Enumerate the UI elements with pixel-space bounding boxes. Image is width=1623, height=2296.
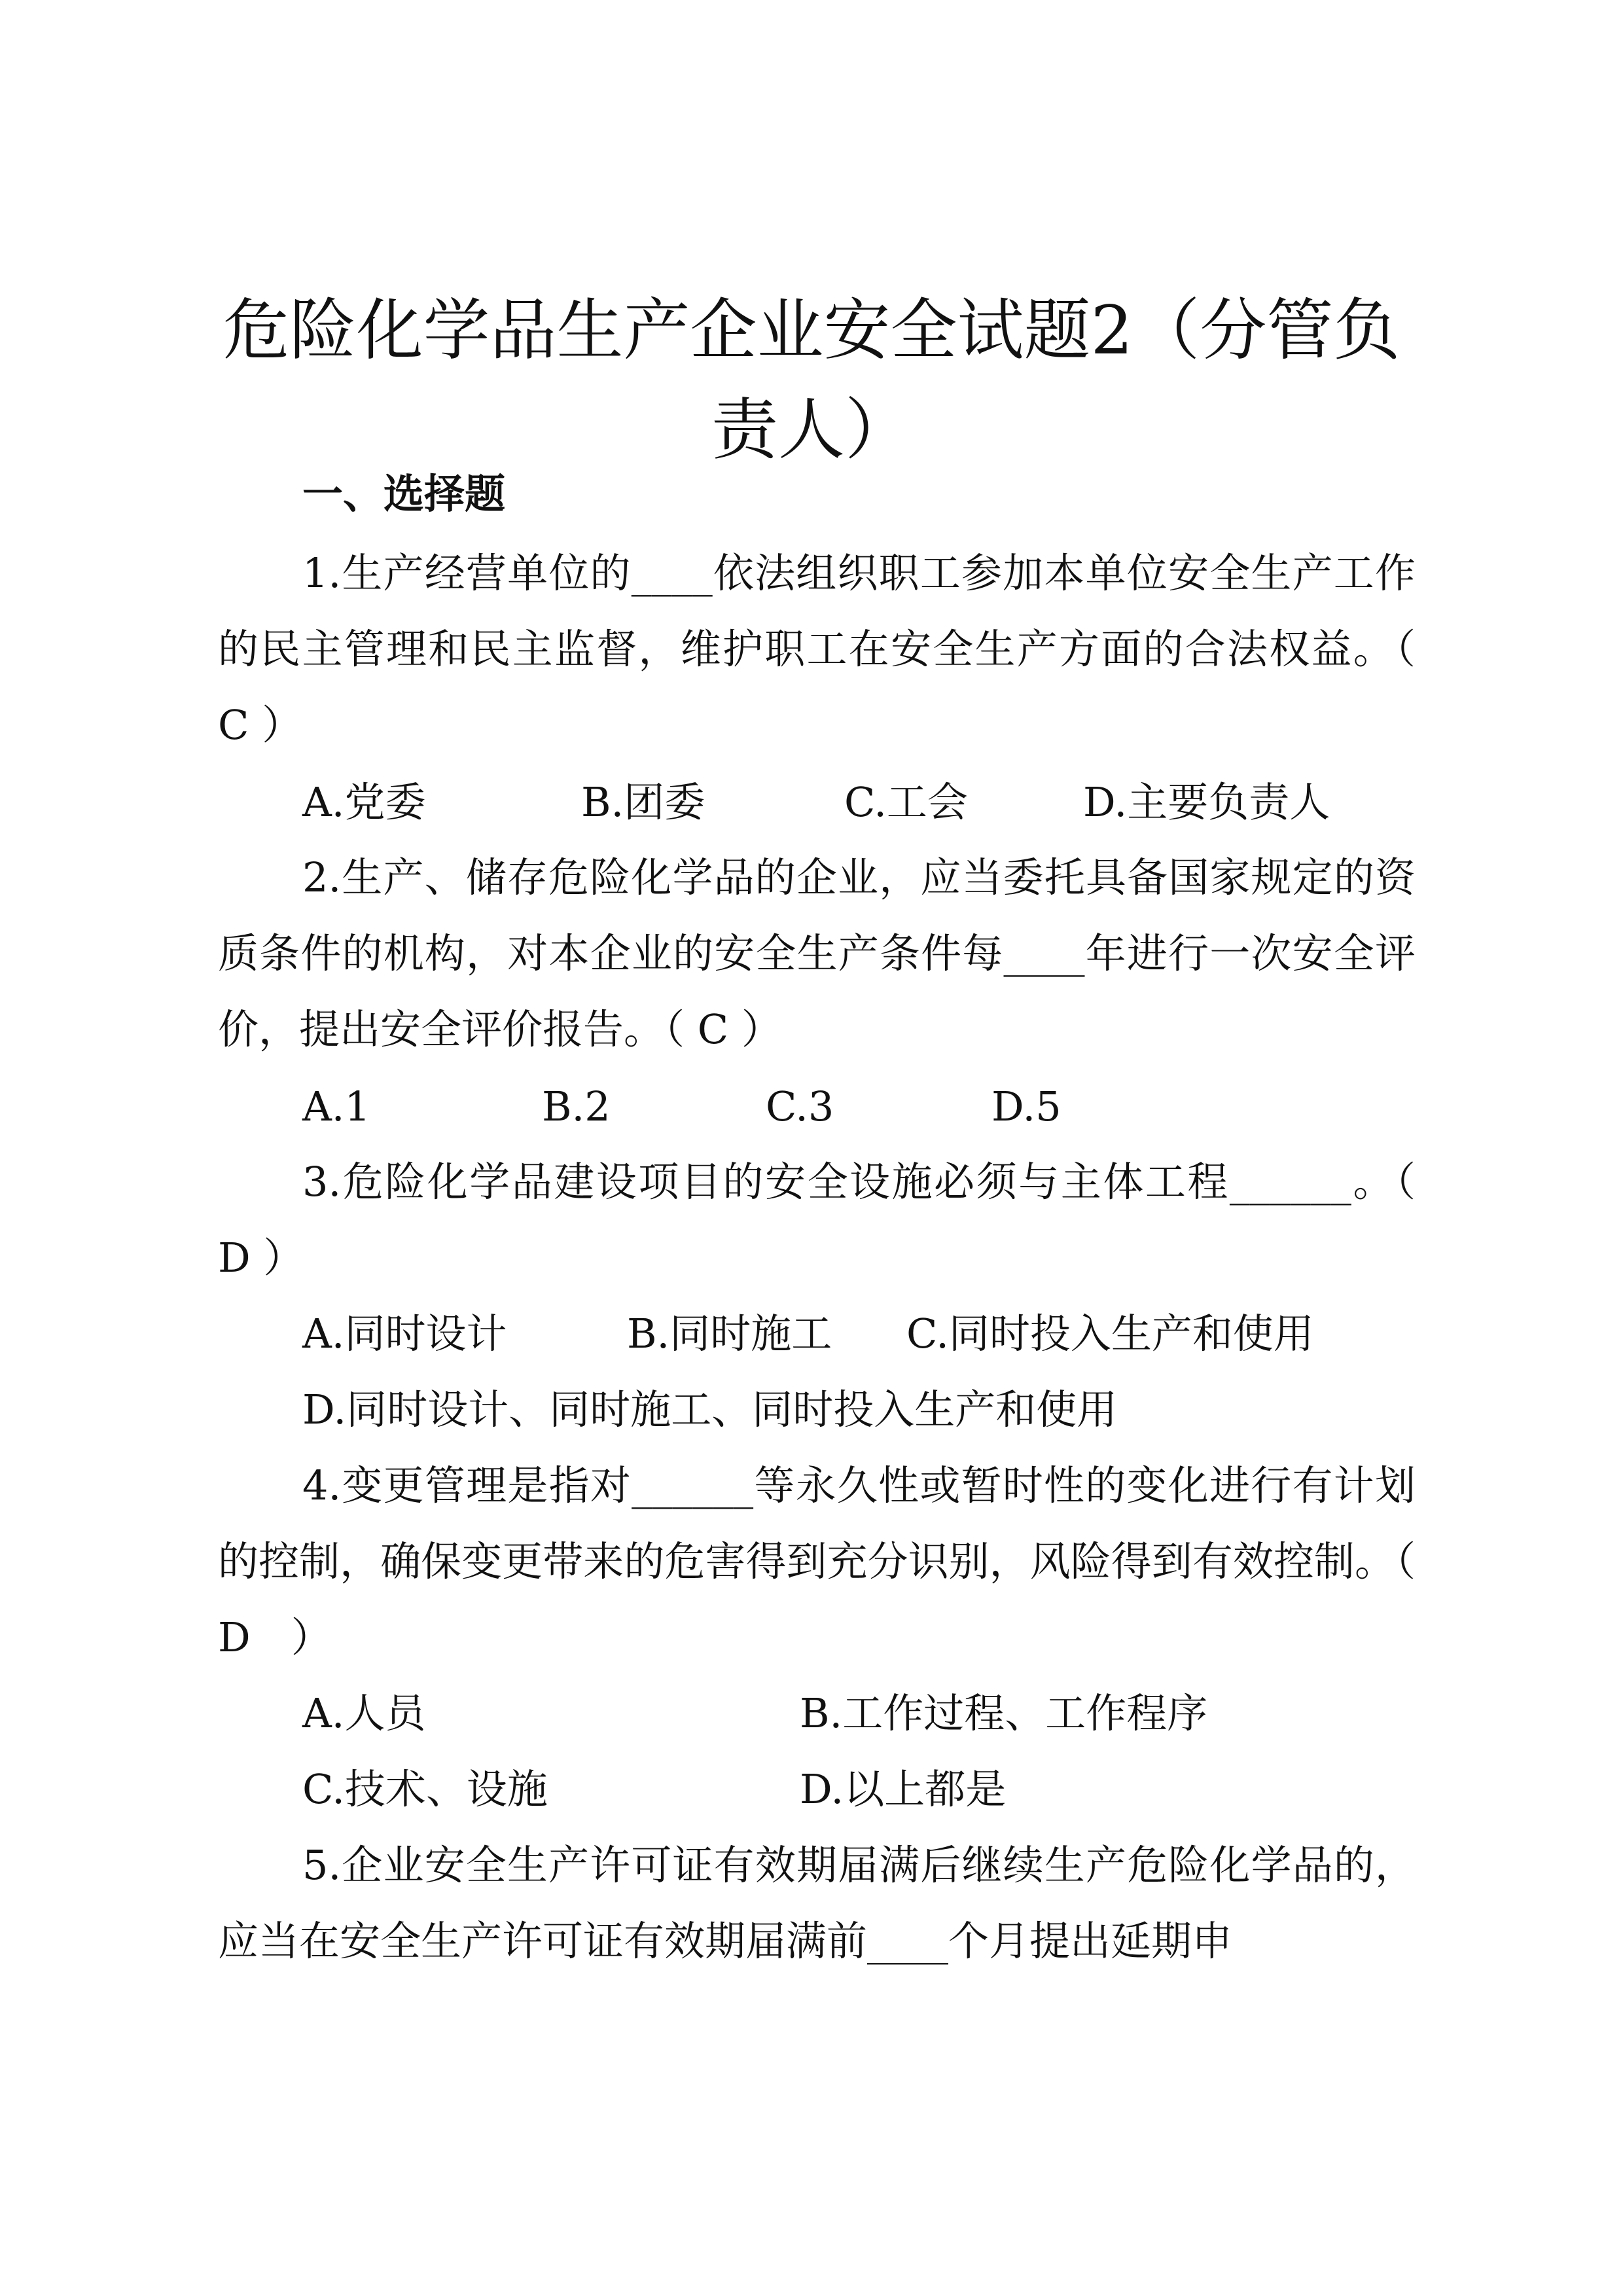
q2-option-b: B.2 — [542, 1083, 611, 1130]
question-4: 4.变更管理是指对______等永久性或暂时性的变化进行有计划的控制，确保变更带来的危害得到充分识别，风险得到有效控制。（ D ） — [218, 1462, 1457, 1661]
q1-option-d: D.主要负责人 — [1083, 778, 1330, 826]
question-1: 1.生产经营单位的____依法组织职工参加本单位安全生产工作的民主管理和民主监督，维护职工在安全生产方面的合法权益。（ C ） — [218, 549, 1416, 749]
q2-option-a: A.1 — [302, 1083, 370, 1130]
q3-option-d: D.同时设计、同时施工、同时投入生产和使用 — [302, 1386, 1118, 1433]
question-5: 5.企业安全生产许可证有效期届满后继续生产危险化学品的，应当在安全生产许可证有效期届满前____个月提出延期申 — [218, 1841, 1416, 1965]
q3-option-c: C.同时投入生产和使用 — [906, 1310, 1314, 1357]
q1-option-b: B.团委 — [581, 778, 705, 826]
section-heading: 一、选择题 — [302, 470, 506, 518]
q3-option-a: A.同时设计 — [302, 1310, 507, 1357]
q3-option-b: B.同时施工 — [627, 1310, 832, 1357]
q2-option-c: C.3 — [766, 1083, 834, 1130]
q2-option-d: D.5 — [991, 1083, 1061, 1130]
q4-option-a: A.人员 — [302, 1689, 426, 1737]
page-title: 危险化学品生产企业安全试题2（分管负责人） — [223, 292, 1400, 469]
question-2: 2.生产、储存危险化学品的企业，应当委托具备国家规定的资质条件的机构，对本企业的安全生产条件每____年进行一次安全评价，提出安全评价报告。（ C ） — [218, 853, 1416, 1053]
question-3: 3.危险化学品建设项目的安全设施必须与主体工程______。（ D ） — [218, 1158, 1416, 1282]
q4-option-c: C.技术、设施 — [302, 1765, 548, 1813]
q4-option-b: B.工作过程、工作程序 — [800, 1689, 1208, 1737]
q1-option-a: A.党委 — [302, 778, 426, 826]
q4-option-d: D.以上都是 — [800, 1765, 1007, 1813]
q1-option-c: C.工会 — [844, 778, 968, 826]
